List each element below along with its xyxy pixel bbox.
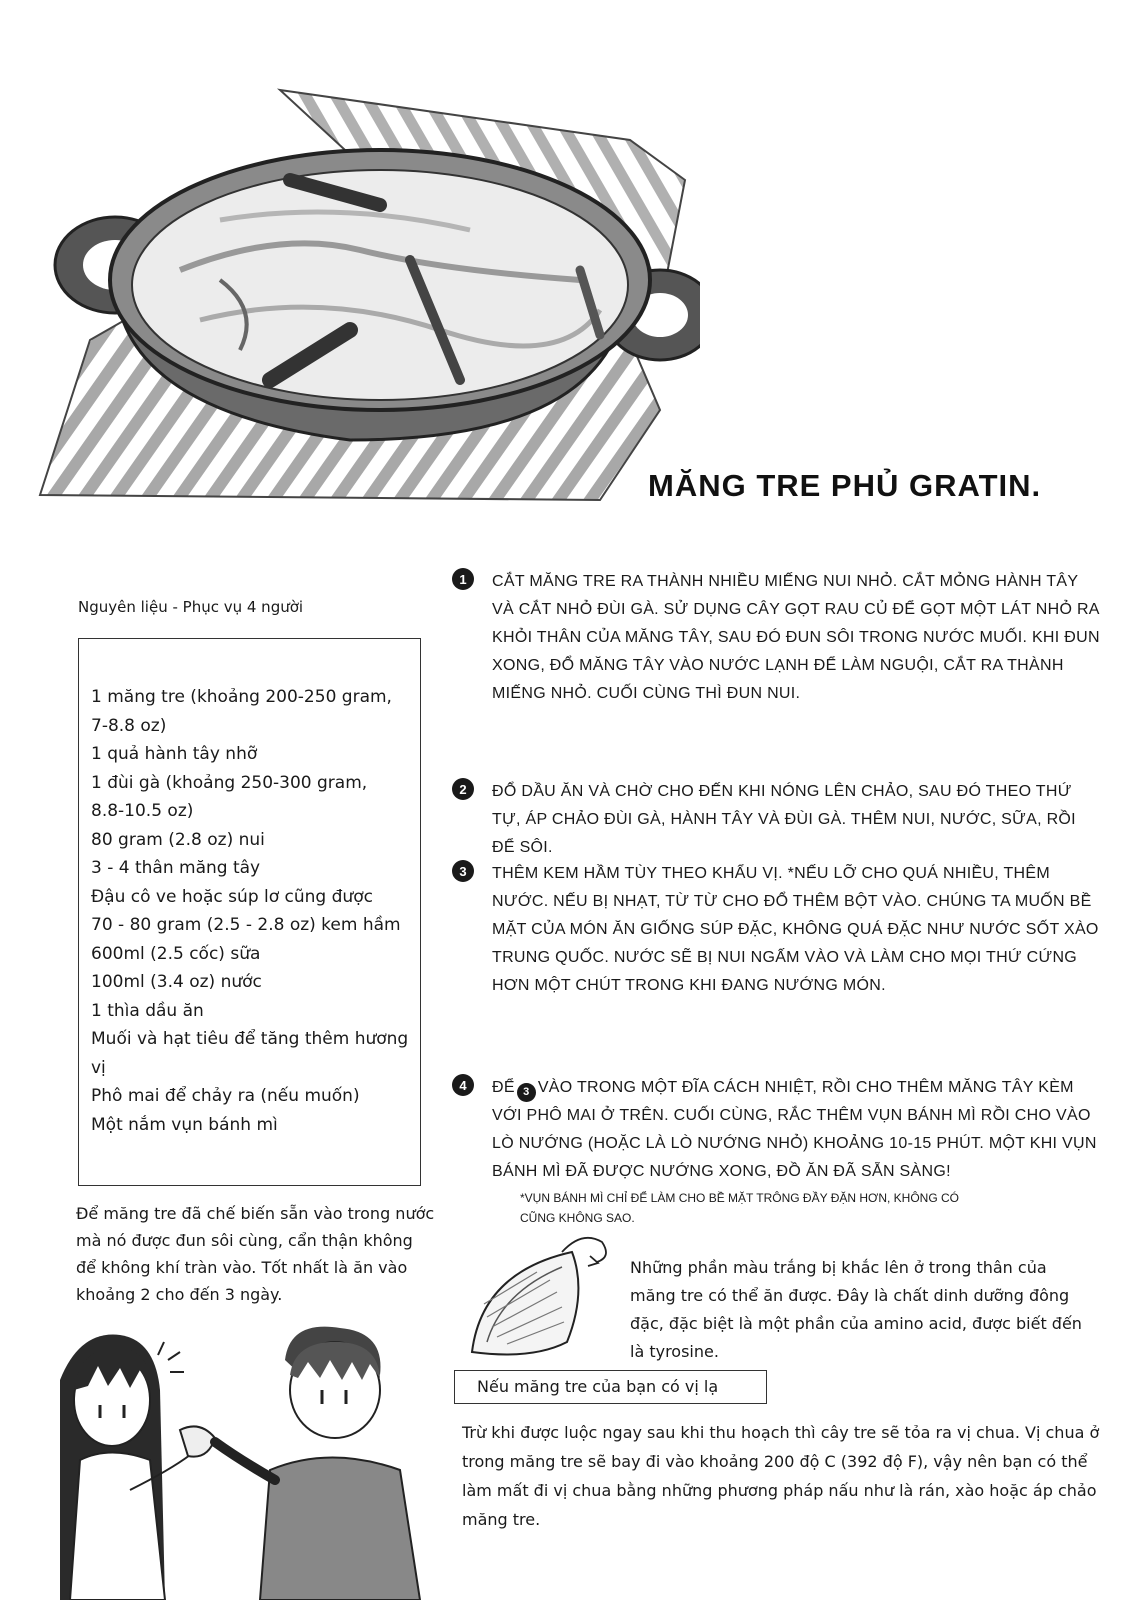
step-2 bbox=[452, 778, 1102, 862]
ingredient-item: 7-8.8 oz) bbox=[91, 715, 167, 736]
step-number-badge: 1 bbox=[452, 568, 474, 590]
ingredient-item: 80 gram (2.8 oz) nui bbox=[91, 829, 265, 850]
step-text: ĐỔ DẦU ĂN VÀ CHỜ CHO ĐẾN KHI NÓNG LÊN CHẢO, SAU ĐÓ THEO THỨ TỰ, ÁP CHẢO ĐÙI GÀ, HÀNH TÂY VÀ ĐÙI GÀ. THÊM NUI, NƯỚC, SỮA, RỒI ĐỂ SÔI. bbox=[492, 783, 1076, 856]
ingredient-item: Muối và hạt tiêu để tăng thêm hương vị bbox=[91, 1029, 409, 1078]
step-number-badge: 3 bbox=[452, 860, 474, 882]
ingredient-item: 1 đùi gà (khoảng 250-300 gram, bbox=[91, 772, 368, 793]
ingredient-item: 1 quả hành tây nhỡ bbox=[91, 744, 258, 764]
ingredients-list bbox=[91, 683, 411, 1139]
gratin-pan-illustration bbox=[20, 80, 700, 520]
bamboo-note: Những phần màu trắng bị khắc lên ở trong thân của măng tre có thể ăn được. Đây là chất dinh dưỡng đông đặc, đặc biệt là một phần của amino acid, được biết đến là tyrosine. bbox=[630, 1258, 1082, 1361]
ingredient-item: Một nắm vụn bánh mì bbox=[91, 1114, 278, 1135]
step-4-footnote: *VỤN BÁNH MÌ CHỈ ĐỂ LÀM CHO BỀ MẶT TRÔNG ĐẦY ĐẶN HƠN, KHÔNG CÓ CŨNG KHÔNG SAO. bbox=[520, 1191, 960, 1225]
ingredient-item: 8.8-10.5 oz) bbox=[91, 801, 194, 821]
step-number-badge: 4 bbox=[452, 1074, 474, 1096]
bamboo-shoot-illustration bbox=[462, 1232, 632, 1362]
recipe-title: MĂNG TRE PHỦ GRATIN. bbox=[648, 468, 1042, 503]
step-text: CẮT MĂNG TRE RA THÀNH NHIỀU MIẾNG NUI NHỎ. CẮT MỎNG HÀNH TÂY VÀ CẮT NHỎ ĐÙI GÀ. SỬ DỤNG CÂY GỌT RAU CỦ ĐỂ GỌT MỘT LÁT NHỎ RA KHỎI THÂN CỦA MĂNG TÂY, SAU ĐÓ ĐUN SÔI TRONG NƯỚC MUỐI. KHI ĐUN XONG, ĐỔ MĂNG TÂY VÀO NƯỚC LẠNH ĐỂ LÀM NGUỘI, CẮT RA THÀNH MIẾNG NHỎ. CUỐI CÙNG THÌ ĐUN NUI. bbox=[492, 573, 1100, 702]
step-4 bbox=[452, 1074, 1102, 1186]
ingredient-item: Đậu cô ve hoặc súp lơ cũng được bbox=[91, 886, 373, 907]
step-number-badge: 2 bbox=[452, 778, 474, 800]
ingredient-item: 1 măng tre (khoảng 200-250 gram, bbox=[91, 687, 392, 707]
ingredient-item: 3 - 4 thân măng tây bbox=[91, 858, 261, 878]
ingredient-item: Phô mai để chảy ra (nếu muốn) bbox=[91, 1086, 360, 1106]
step-4-body: VÀO TRONG MỘT ĐĨA CÁCH NHIỆT, RỒI CHO THÊM MĂNG TÂY KÈM VỚI PHÔ MAI Ở TRÊN. CUỐI CÙNG, RẮC THÊM VỤN BÁNH MÌ RỒI CHO VÀO LÒ NƯỚNG (HOẶC LÀ LÒ NƯỚNG NHỎ) KHOẢNG 10-15 PHÚT. MỘT KHI VỤN BÁNH MÌ ĐÃ ĐƯỢC NƯỚNG XONG, ĐỒ ĂN ĐÃ SẴN SÀNG! bbox=[492, 1079, 1097, 1180]
characters-illustration bbox=[40, 1320, 440, 1600]
ingredient-item: 1 thìa dầu ăn bbox=[91, 1000, 204, 1021]
ingredient-item: 600ml (2.5 cốc) sữa bbox=[91, 943, 261, 964]
step-text bbox=[492, 1074, 1102, 1186]
ingredients-box bbox=[78, 638, 421, 1186]
storage-note: Để măng tre đã chế biến sẵn vào trong nước mà nó được đun sôi cùng, cẩn thận không để không khí tràn vào. Tốt nhất là ăn vào khoảng 2 cho đến 3 ngày. bbox=[76, 1204, 435, 1304]
ingredient-item: 70 - 80 gram (2.5 - 2.8 oz) kem hầm bbox=[91, 915, 401, 935]
callout-text: Trừ khi được luộc ngay sau khi thu hoạch thì cây tre sẽ tỏa ra vị chua. Vị chua ở trong măng tre sẽ bay đi vào khoảng 200 độ C (392 độ F), vậy nên bạn có thể làm mất đi vị chua bằng những phương pháp nấu như là rán, xào hoặc áp chảo măng tre. bbox=[462, 1423, 1100, 1529]
callout-heading-box: Nếu măng tre của bạn có vị lạ bbox=[454, 1370, 767, 1404]
step-text: THÊM KEM HẦM TÙY THEO KHẨU VỊ. *NẾU LỠ CHO QUÁ NHIỀU, THÊM NƯỚC. NẾU BỊ NHẠT, TỪ TỪ CHO ĐỔ THÊM BỘT VÀO. CHÚNG TA MUỐN BỀ MẶT CỦA MÓN ĂN GIỐNG SÚP ĐẶC, KHÔNG QUÁ ĐẶC NHƯ NƯỚC SỐT XÀO TRUNG QUỐC. NƯỚC SẼ BỊ NUI NGẤM VÀO VÀ LÀM CHO MỌI THỨ CỨNG HƠN MỘT CHÚT TRONG KHI ĐANG NƯỚNG MÓN. bbox=[492, 865, 1099, 994]
ingredients-heading: Nguyên liệu - Phục vụ 4 người bbox=[78, 598, 304, 616]
step-3 bbox=[452, 860, 1102, 1000]
ingredient-item: 100ml (3.4 oz) nước bbox=[91, 972, 262, 992]
step-1 bbox=[452, 568, 1102, 708]
step-4-prefix: ĐỂ bbox=[492, 1079, 515, 1096]
step-reference-badge: 3 bbox=[517, 1083, 536, 1102]
